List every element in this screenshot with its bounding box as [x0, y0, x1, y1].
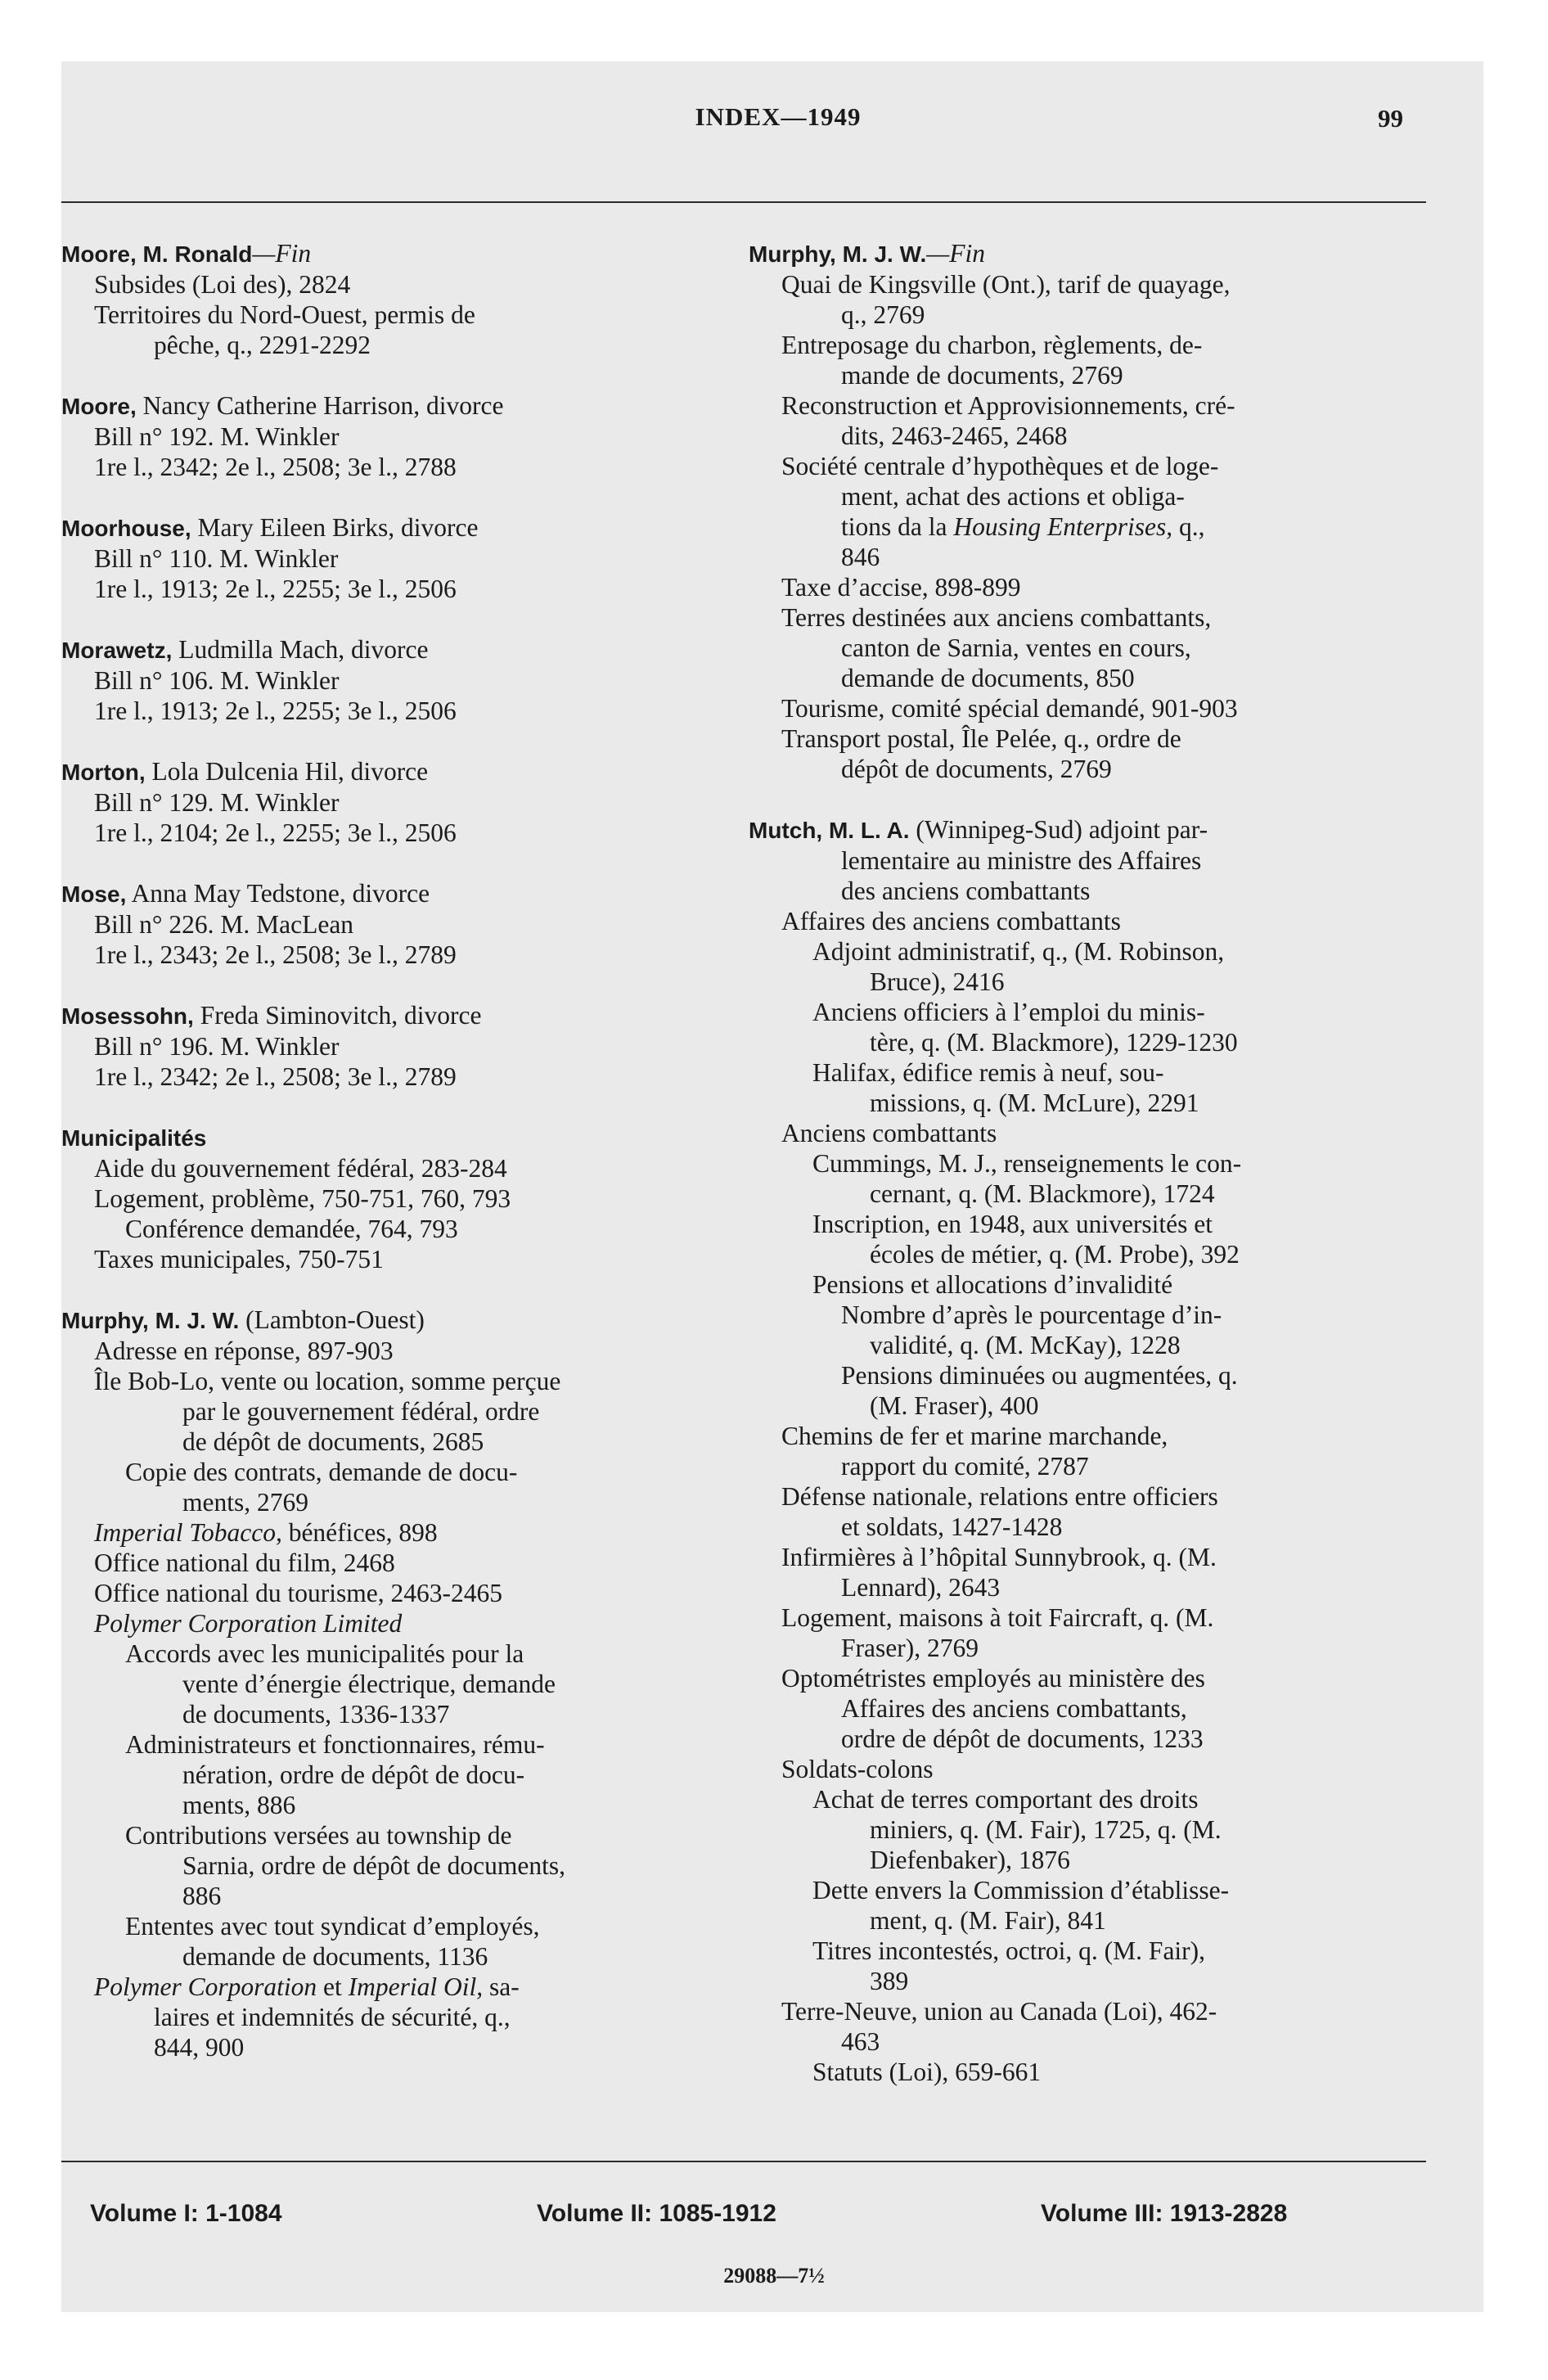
line-text: (Winnipeg-Sud) adjoint par-: [909, 815, 1208, 844]
footer-rule: [61, 2161, 1426, 2162]
entry-line: [749, 451, 1395, 481]
entry-line: [61, 1548, 716, 1578]
entry-line: [749, 2026, 1395, 2057]
line-text: ment, q. (M. Fair), 841: [870, 1906, 1106, 1935]
line-text: Affaires des anciens combattants: [781, 907, 1121, 935]
entry-line: [61, 1881, 716, 1911]
entry-line: [749, 997, 1395, 1027]
entry-line: [61, 2002, 716, 2032]
line-text: (Lambton-Ouest): [239, 1305, 425, 1334]
line-text: Soldats-colons: [781, 1755, 934, 1783]
line-text: Morawetz,: [61, 638, 173, 663]
entry-line: [749, 936, 1395, 967]
entry-line: [61, 1062, 716, 1092]
line-text: miniers, q. (M. Fair), 1725, q. (M.: [870, 1815, 1222, 1844]
line-text: pêche, q., 2291-2292: [154, 331, 371, 359]
entry-line: [749, 876, 1395, 906]
line-text: q., 2769: [841, 300, 925, 329]
line-text: nération, ordre de dépôt de docu-: [182, 1760, 525, 1789]
entry-line: [749, 1300, 1395, 1330]
line-text: de documents, 1336-1337: [182, 1700, 450, 1729]
line-text: Transport postal, Île Pelée, q., ordre de: [781, 724, 1181, 753]
entry-line: [61, 330, 716, 360]
line-text: Bruce), 2416: [870, 967, 1005, 996]
entry-line: [749, 1724, 1395, 1754]
line-text: validité, q. (M. McKay), 1228: [870, 1331, 1181, 1359]
entry-line: [749, 754, 1395, 784]
entry-line: [749, 1027, 1395, 1057]
line-text: tère, q. (M. Blackmore), 1229-1230: [870, 1028, 1238, 1057]
entry-line: [749, 360, 1395, 390]
line-text: vente d’énergie électrique, demande: [182, 1670, 556, 1698]
entry-line: [61, 1850, 716, 1881]
line-text: ment, achat des actions et obliga-: [841, 482, 1185, 511]
entry-line: [61, 1153, 716, 1183]
line-text: Ludmilla Mach, divorce: [172, 635, 429, 664]
line-text: Moore, M. Ronald: [61, 241, 253, 267]
index-entry: [61, 1122, 716, 1274]
line-text: Adresse en réponse, 897-903: [94, 1336, 394, 1365]
entry-line: [749, 300, 1395, 330]
line-text: Nancy Catherine Harrison, divorce: [136, 391, 504, 420]
entry-line: [749, 1391, 1395, 1421]
entry-line: [749, 693, 1395, 723]
line-text: demande de documents, 1136: [182, 1942, 488, 1971]
line-text: de dépôt de documents, 2685: [182, 1427, 484, 1456]
line-text: Imperial Oil,: [348, 1972, 484, 2001]
entry-line: [749, 1693, 1395, 1724]
line-text: Logement, problème, 750-751, 760, 793: [94, 1184, 511, 1213]
entry-line: [61, 1183, 716, 1214]
line-text: écoles de métier, q. (M. Probe), 392: [870, 1240, 1240, 1269]
line-text: Anna May Tedstone, divorce: [126, 879, 430, 908]
line-text: 1re l., 2342; 2e l., 2508; 3e l., 2788: [94, 453, 457, 481]
volume-1-range: Volume I: 1-1084: [90, 2200, 282, 2227]
entry-heading-line: [61, 390, 716, 421]
entry-heading-line: [61, 634, 716, 665]
line-text: Aide du gouvernement fédéral, 283-284: [94, 1154, 507, 1183]
line-text: Murphy, M. J. W.: [749, 241, 927, 267]
entry-line: [749, 1542, 1395, 1572]
line-text: Administrateurs et fonctionnaires, rému-: [125, 1730, 545, 1759]
entry-line: [749, 390, 1395, 421]
line-text: Entreposage du charbon, règlements, de-: [781, 331, 1203, 359]
line-text: Contributions versées au township de: [125, 1821, 512, 1850]
line-text: 1re l., 1913; 2e l., 2255; 3e l., 2506: [94, 696, 457, 725]
line-text: Logement, maisons à toit Faircraft, q. (M.: [781, 1603, 1214, 1632]
line-text: 886: [182, 1882, 222, 1910]
index-entry: [61, 1305, 716, 2062]
entry-line: [61, 1639, 716, 1669]
entry-line: [749, 845, 1395, 876]
line-text: Murphy, M. J. W.: [61, 1308, 240, 1333]
header-rule: [61, 201, 1426, 203]
entry-line: [61, 1244, 716, 1274]
index-entry: [61, 390, 716, 482]
entry-line: [749, 602, 1395, 633]
entry-line: [749, 2057, 1395, 2087]
line-text: demande de documents, 850: [841, 664, 1135, 692]
line-text: 844, 900: [154, 2033, 245, 2062]
line-text: Territoires du Nord-Ouest, permis de: [94, 300, 475, 329]
line-text: Ententes avec tout syndicat d’employés,: [125, 1912, 540, 1941]
line-text: et soldats, 1427-1428: [841, 1512, 1063, 1541]
entry-heading-line: [61, 1122, 716, 1153]
entry-line: [749, 542, 1395, 572]
line-text: 1re l., 1913; 2e l., 2255; 3e l., 2506: [94, 575, 457, 603]
entry-line: [61, 1941, 716, 1972]
entry-line: [749, 1814, 1395, 1845]
entry-line: [61, 1427, 716, 1457]
index-entry: [749, 238, 1395, 784]
line-text: Bill n° 110. M. Winkler: [94, 544, 339, 573]
entry-heading-line: [61, 1000, 716, 1031]
line-text: Mary Eileen Birks, divorce: [191, 513, 479, 542]
entry-line: [61, 909, 716, 940]
line-text: bénéfices, 898: [281, 1518, 438, 1547]
entry-line: [61, 269, 716, 300]
line-text: et: [317, 1972, 349, 2001]
line-text: q.,: [1172, 512, 1205, 541]
entry-line: [61, 1031, 716, 1062]
index-entry: [61, 1000, 716, 1092]
index-entry: [61, 634, 716, 726]
entry-line: [61, 1608, 716, 1639]
line-text: tions da la: [841, 512, 954, 541]
entry-line: [749, 1118, 1395, 1148]
line-text: missions, q. (M. McLure), 2291: [870, 1089, 1199, 1117]
line-text: Titres incontestés, octroi, q. (M. Fair),: [812, 1936, 1206, 1965]
volume-2-range: Volume II: 1085-1912: [537, 2200, 776, 2227]
line-text: Inscription, en 1948, aux universités et: [812, 1210, 1213, 1238]
line-text: 1re l., 2104; 2e l., 2255; 3e l., 2506: [94, 818, 457, 847]
index-entry: [61, 878, 716, 970]
line-text: Achat de terres comportant des droits: [812, 1785, 1199, 1814]
entry-line: [749, 1936, 1395, 1966]
entry-line: [749, 906, 1395, 936]
entry-line: [749, 572, 1395, 602]
line-text: Optométristes employés au ministère des: [781, 1664, 1205, 1693]
line-text: Morton,: [61, 760, 146, 785]
entry-line: [61, 1760, 716, 1790]
line-text: Mosessohn,: [61, 1003, 194, 1029]
entry-line: [61, 1972, 716, 2002]
line-text: ordre de dépôt de documents, 1233: [841, 1724, 1204, 1753]
line-text: lementaire au ministre des Affaires: [841, 846, 1202, 875]
entry-line: [61, 1457, 716, 1487]
line-text: —Fin: [926, 239, 986, 268]
entry-line: [749, 1875, 1395, 1905]
line-text: —Fin: [252, 239, 312, 268]
line-text: Copie des contrats, demande de docu-: [125, 1458, 518, 1486]
entry-line: [61, 452, 716, 482]
line-text: Mose,: [61, 881, 127, 907]
entry-line: [749, 1057, 1395, 1088]
index-entry: [61, 756, 716, 848]
entry-heading-line: [749, 814, 1395, 845]
entry-line: [749, 1784, 1395, 1814]
line-text: des anciens combattants: [841, 877, 1091, 905]
entry-line: [749, 1179, 1395, 1209]
right-column: [749, 238, 1395, 2117]
entry-line: [61, 574, 716, 604]
line-text: Cummings, M. J., renseignements le con-: [812, 1149, 1242, 1178]
entry-line: [749, 1451, 1395, 1481]
line-text: Statuts (Loi), 659-661: [812, 2058, 1042, 2086]
entry-line: [749, 1905, 1395, 1936]
line-text: Diefenbaker), 1876: [870, 1846, 1070, 1874]
entry-line: [61, 1517, 716, 1548]
entry-heading-line: [61, 756, 716, 787]
entry-line: [61, 1366, 716, 1396]
entry-line: [749, 1239, 1395, 1269]
line-text: Fraser), 2769: [841, 1634, 979, 1662]
line-text: sa-: [483, 1972, 520, 2001]
entry-line: [61, 1699, 716, 1729]
entry-line: [61, 1487, 716, 1517]
entry-line: [749, 1996, 1395, 2026]
entry-line: [749, 723, 1395, 754]
line-text: Adjoint administratif, q., (M. Robinson,: [812, 937, 1225, 966]
line-text: Accords avec les municipalités pour la: [125, 1639, 524, 1668]
line-text: Freda Siminovitch, divorce: [193, 1001, 482, 1030]
page-number: 99: [1378, 104, 1403, 133]
entry-line: [749, 1148, 1395, 1179]
line-text: 463: [841, 2027, 880, 2056]
line-text: mande de documents, 2769: [841, 361, 1123, 390]
line-text: Île Bob-Lo, vente ou location, somme perçue: [94, 1367, 561, 1395]
entry-line: [61, 1336, 716, 1366]
index-entry: [61, 238, 716, 360]
line-text: Dette envers la Commission d’établisse-: [812, 1876, 1230, 1904]
entry-line: [61, 1578, 716, 1608]
line-text: Anciens combattants: [781, 1119, 997, 1147]
entry-line: [749, 1754, 1395, 1784]
entry-line: [61, 1729, 716, 1760]
entry-line: [61, 1790, 716, 1820]
entry-line: [61, 787, 716, 818]
line-text: Moore,: [61, 394, 137, 419]
entry-line: [749, 633, 1395, 663]
line-text: Terres destinées aux anciens combattants,: [781, 603, 1212, 632]
entry-line: [61, 300, 716, 330]
line-text: 846: [841, 543, 880, 571]
line-text: cernant, q. (M. Blackmore), 1724: [870, 1179, 1215, 1208]
line-text: (M. Fraser), 400: [870, 1391, 1039, 1420]
entry-line: [61, 2032, 716, 2062]
line-text: canton de Sarnia, ventes en cours,: [841, 633, 1191, 662]
line-text: Halifax, édifice remis à neuf, sou-: [812, 1058, 1164, 1087]
line-text: ments, 2769: [182, 1488, 308, 1517]
entry-line: [749, 663, 1395, 693]
line-text: Lennard), 2643: [841, 1573, 1001, 1602]
line-text: Bill n° 192. M. Winkler: [94, 422, 340, 451]
entry-line: [749, 1663, 1395, 1693]
line-text: Terre-Neuve, union au Canada (Loi), 462-: [781, 1997, 1217, 2026]
entry-heading-line: [61, 238, 716, 269]
line-text: Municipalités: [61, 1125, 207, 1151]
line-text: Taxes municipales, 750-751: [94, 1245, 384, 1273]
line-text: dits, 2463-2465, 2468: [841, 421, 1068, 450]
entry-line: [61, 1669, 716, 1699]
line-text: 1re l., 2342; 2e l., 2508; 3e l., 2789: [94, 1062, 457, 1091]
line-text: Lola Dulcenia Hil, divorce: [145, 757, 429, 786]
line-text: Sarnia, ordre de dépôt de documents,: [182, 1851, 565, 1880]
entry-line: [61, 818, 716, 848]
line-text: Pensions et allocations d’invalidité: [812, 1270, 1173, 1299]
line-text: 389: [870, 1967, 909, 1995]
entry-line: [749, 1269, 1395, 1300]
line-text: 1re l., 2343; 2e l., 2508; 3e l., 2789: [94, 940, 457, 969]
entry-line: [749, 1845, 1395, 1875]
line-text: Subsides (Loi des), 2824: [94, 270, 351, 299]
line-text: Anciens officiers à l’emploi du minis-: [812, 998, 1205, 1026]
line-text: Polymer Corporation Limited: [94, 1609, 403, 1638]
running-header: INDEX—1949: [695, 102, 862, 131]
entry-line: [749, 1088, 1395, 1118]
entry-line: [61, 696, 716, 726]
line-text: Office national du tourisme, 2463-2465: [94, 1579, 502, 1607]
entry-line: [749, 1572, 1395, 1602]
line-text: Housing Enterprises,: [953, 512, 1173, 541]
index-entry: [749, 814, 1395, 2087]
entry-line: [749, 1481, 1395, 1512]
entry-heading-line: [61, 1305, 716, 1336]
line-text: dépôt de documents, 2769: [841, 755, 1112, 783]
line-text: Défense nationale, relations entre officiers: [781, 1482, 1218, 1511]
entry-line: [749, 330, 1395, 360]
entry-line: [749, 1360, 1395, 1391]
entry-line: [749, 481, 1395, 512]
entry-line: [749, 1512, 1395, 1542]
entry-line: [749, 269, 1395, 300]
volume-3-range: Volume III: 1913-2828: [1041, 2200, 1288, 2227]
line-text: Polymer Corporation: [94, 1972, 317, 2001]
line-text: Nombre d’après le pourcentage d’in-: [841, 1300, 1222, 1329]
line-text: Quai de Kingsville (Ont.), tarif de quayage,: [781, 270, 1231, 299]
line-text: Reconstruction et Approvisionnements, cré-: [781, 391, 1235, 420]
entry-line: [749, 512, 1395, 542]
entry-line: [749, 1966, 1395, 1996]
line-text: Bill n° 226. M. MacLean: [94, 910, 354, 939]
line-text: Taxe d’accise, 898-899: [781, 573, 1021, 602]
line-text: Infirmières à l’hôpital Sunnybrook, q. (M.: [781, 1543, 1217, 1571]
entry-line: [61, 543, 716, 574]
line-text: Office national du film, 2468: [94, 1548, 395, 1577]
line-text: Imperial Tobacco,: [94, 1518, 282, 1547]
index-entry: [61, 512, 716, 604]
entry-line: [749, 1209, 1395, 1239]
line-text: Pensions diminuées ou augmentées, q.: [841, 1361, 1238, 1390]
line-text: Bill n° 129. M. Winkler: [94, 788, 340, 817]
line-text: Affaires des anciens combattants,: [841, 1694, 1187, 1723]
line-text: Tourisme, comité spécial demandé, 901-903: [781, 694, 1238, 723]
line-text: ments, 886: [182, 1791, 296, 1819]
entry-heading-line: [61, 878, 716, 909]
line-text: Moorhouse,: [61, 516, 191, 541]
entry-line: [749, 967, 1395, 997]
print-code: 29088—7½: [723, 2264, 825, 2288]
line-text: Chemins de fer et marine marchande,: [781, 1422, 1168, 1450]
line-text: rapport du comité, 2787: [841, 1452, 1089, 1481]
entry-line: [61, 1911, 716, 1941]
entry-line: [61, 421, 716, 452]
entry-heading-line: [749, 238, 1395, 269]
entry-line: [61, 1214, 716, 1244]
entry-line: [749, 1421, 1395, 1451]
left-column: [61, 238, 716, 2093]
line-text: Bill n° 196. M. Winkler: [94, 1032, 340, 1061]
entry-line: [61, 665, 716, 696]
entry-line: [749, 1633, 1395, 1663]
entry-line: [749, 1602, 1395, 1633]
entry-heading-line: [61, 512, 716, 543]
line-text: Société centrale d’hypothèques et de loge-: [781, 452, 1219, 480]
line-text: par le gouvernement fédéral, ordre: [182, 1397, 540, 1426]
entry-line: [749, 1330, 1395, 1360]
entry-line: [61, 1396, 716, 1427]
entry-line: [61, 1820, 716, 1850]
line-text: Conférence demandée, 764, 793: [125, 1215, 458, 1243]
line-text: laires et indemnités de sécurité, q.,: [154, 2003, 511, 2031]
line-text: Mutch, M. L. A.: [749, 818, 910, 843]
entry-line: [749, 421, 1395, 451]
line-text: Bill n° 106. M. Winkler: [94, 666, 340, 695]
entry-line: [61, 940, 716, 970]
